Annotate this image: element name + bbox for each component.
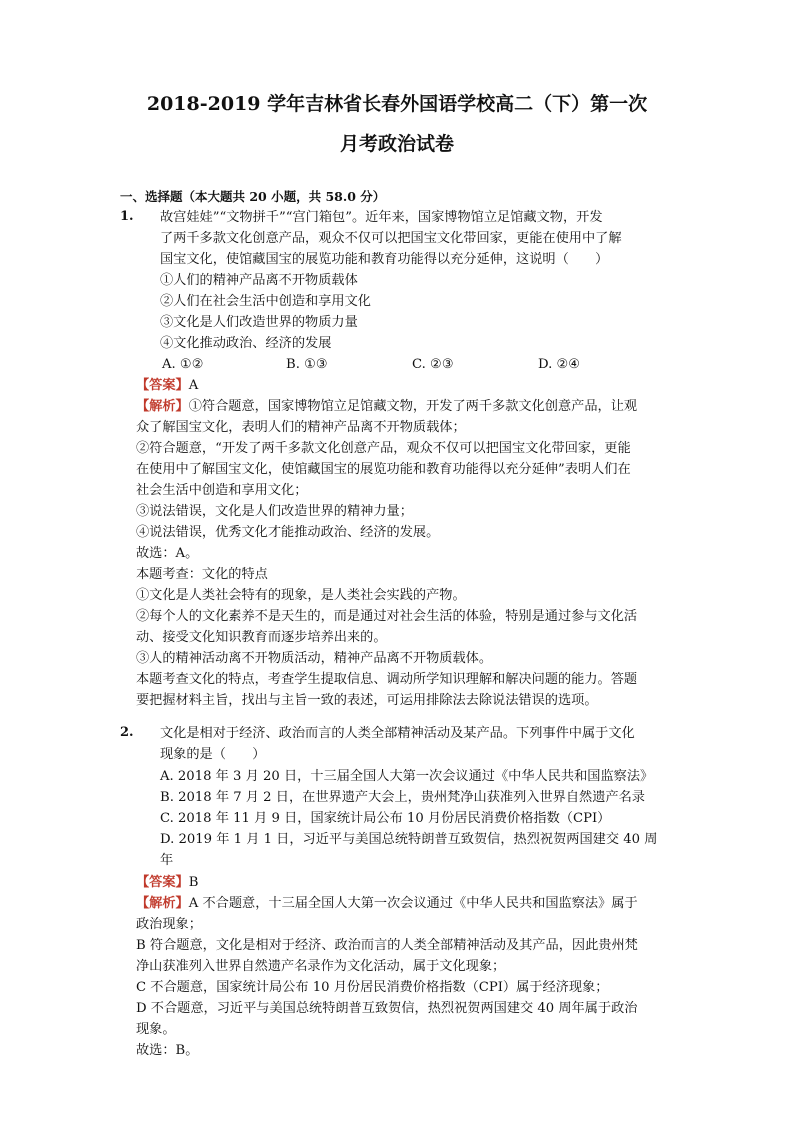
analysis-line: ②每个人的文化素养不是天生的，而是通过对社会生活的体验，特别是通过参与文化活 [136, 609, 638, 624]
page-title-line-2: 月考政治试卷 [339, 133, 454, 155]
question-stem-line: 文化是相对于经济、政治而言的人类全部精神活动及某产品。下列事件中属于文化 [160, 726, 635, 741]
analysis-line: 社会生活中创造和享用文化； [136, 483, 308, 498]
question-stem-line: 故宫娃娃”“文物拼千”“宫门箱包”。近年来，国家博物馆立足馆藏文物，开发 [160, 210, 603, 225]
analysis-line: D 不合题意，习近平与美国总统特朗普互致贺信，热烈祝贺两国建交 40 周年属于政治 [136, 1001, 638, 1016]
analysis-line: 在使用中了解国宝文化，使馆藏国宝的展览功能和教育功能得以充分延伸”表明人们在 [136, 462, 631, 477]
analysis-line: C 不合题意，国家统计局公布 10 月份居民消费价格指数（CPI）属于经济现象； [136, 980, 609, 995]
analysis-line: 现象。 [136, 1022, 176, 1037]
statement-line: ②人们在社会生活中创造和享用文化 [160, 294, 371, 309]
analysis-line: 要把握材料主旨，找出与主旨一致的表述，可运用排除法去除说法错误的选项。 [136, 693, 598, 708]
answer-tag: 【答案】 [136, 875, 189, 890]
analysis-line: 本题考查文化的特点，考查学生提取信息、调动所学知识理解和解决问题的能力。答题 [136, 672, 638, 687]
analysis-line [136, 396, 637, 417]
analysis-line: 故选：B。 [136, 1043, 199, 1058]
question-stem-line: 了两千多款文化创意产品，观众不仅可以把国宝文化带回家，更能在使用中了解 [160, 231, 622, 246]
choice-a: A. ①② [162, 357, 204, 372]
analysis-line: ④说法错误，优秀文化才能推动政治、经济的发展。 [136, 525, 440, 540]
question-number: 1. [120, 209, 134, 224]
analysis-line: 众了解国宝文化，表明人们的精神产品离不开物质载体； [136, 420, 466, 435]
analysis-line: ③说法错误，文化是人们改造世界的精神力量； [136, 504, 413, 519]
analysis-line: 故选：A。 [136, 546, 199, 561]
analysis-line: 本题考查：文化的特点 [136, 567, 268, 582]
answer-value: A [188, 378, 199, 393]
statement-line: ③文化是人们改造世界的物质力量 [160, 315, 358, 330]
analysis-line: 净山获准列入世界自然遗产名录作为文化活动，属于文化现象； [136, 959, 506, 974]
answer-tag: 【答案】 [136, 378, 189, 393]
page-title-line-1: 2018-2019 学年吉林省长春外国语学校高二（下）第一次 [146, 93, 648, 115]
analysis-line: 政治现象； [136, 917, 202, 932]
analysis-line: ①文化是人类社会特有的现象，是人类社会实践的产物。 [136, 588, 466, 603]
analysis-tag: 【解析】 [136, 399, 189, 414]
analysis-line [136, 893, 638, 914]
answer-line [136, 375, 198, 396]
option-c: C. 2018 年 11 月 9 日，国家统计局公布 10 月份居民消费价格指数（CPI） [160, 811, 611, 826]
analysis-line: B 符合题意，文化是相对于经济、政治而言的人类全部精神活动及其产品，因此贵州梵 [136, 938, 638, 953]
answer-value: B [188, 875, 199, 890]
choice-b: B. ①③ [286, 357, 328, 372]
answer-line [136, 872, 198, 893]
analysis-line: 动、接受文化知识教育而逐步培养出来的。 [136, 630, 387, 645]
choice-c: C. ②③ [412, 357, 454, 372]
analysis-line: ②符合题意，“开发了两千多款文化创意产品，观众不仅可以把国宝文化带回家，更能 [136, 441, 631, 456]
question-stem-line: 国宝文化，使馆藏国宝的展览功能和教育功能得以充分延伸，这说明（ ） [160, 252, 609, 267]
choice-d: D. ②④ [538, 357, 581, 372]
question-stem-line: 现象的是（ ） [160, 747, 266, 762]
option-d-continuation: 年 [160, 853, 174, 868]
analysis-line: ③人的精神活动离不开物质活动，精神产品离不开物质载体。 [136, 651, 493, 666]
option-b: B. 2018 年 7 月 2 日，在世界遗产大会上，贵州梵净山获准列入世界自然遗产名录 [160, 790, 645, 805]
analysis-tag: 【解析】 [136, 896, 189, 911]
statement-line: ④文化推动政治、经济的发展 [160, 336, 332, 351]
question-number: 2. [120, 725, 134, 740]
analysis-text: ①符合题意，国家博物馆立足馆藏文物，开发了两千多款文化创意产品，让观 [188, 399, 638, 414]
option-d: D. 2019 年 1 月 1 日，习近平与美国总统特朗普互致贺信，热烈祝贺两国建交 40 周 [160, 832, 658, 847]
section-heading: 一、选择题（本大题共 20 小题，共 58.0 分） [120, 189, 386, 204]
option-a: A. 2018 年 3 月 20 日，十三届全国人大第一次会议通过《中华人民共和国监察法》 [160, 769, 654, 784]
analysis-text: A 不合题意，十三届全国人大第一次会议通过《中华人民共和国监察法》属于 [188, 896, 638, 911]
statement-line: ①人们的精神产品离不开物质载体 [160, 273, 358, 288]
